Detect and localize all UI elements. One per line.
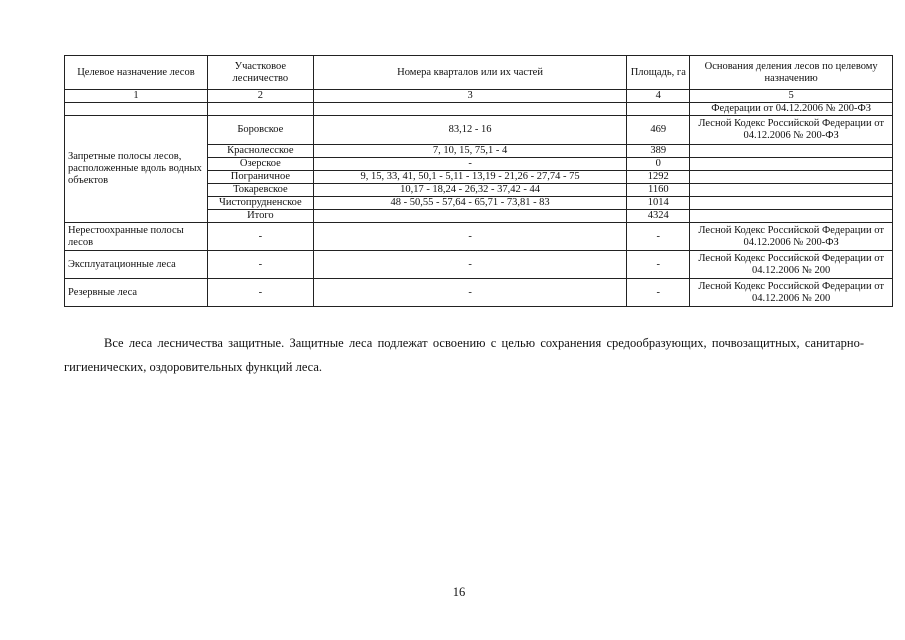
column-number: 3 xyxy=(313,90,626,103)
basis-cell xyxy=(690,184,893,197)
area-cell: 1160 xyxy=(627,184,690,197)
purpose-cell: Резервные леса xyxy=(65,279,208,307)
basis-cell xyxy=(690,197,893,210)
quarters-cell xyxy=(313,210,626,223)
page-number: 16 xyxy=(452,585,466,599)
table-header-row xyxy=(65,56,893,90)
table-cell xyxy=(207,103,313,116)
basis-cell xyxy=(690,171,893,184)
basis-cell: Федерации от 04.12.2006 № 200-ФЗ xyxy=(690,103,893,116)
forestry-cell: Краснолесское xyxy=(207,145,313,158)
purpose-cell: Эксплуатационные леса xyxy=(65,251,208,279)
total-label: Итого xyxy=(207,210,313,223)
table-row xyxy=(65,116,893,145)
table-row xyxy=(65,103,893,116)
table-row xyxy=(65,251,893,279)
area-cell: - xyxy=(627,251,690,279)
basis-cell xyxy=(690,158,893,171)
column-number-row xyxy=(65,90,893,103)
forestry-cell: Боровское xyxy=(207,116,313,145)
basis-cell xyxy=(690,210,893,223)
header-forestry: Участковое лесничество xyxy=(207,56,313,90)
forestry-cell: - xyxy=(207,251,313,279)
table-row xyxy=(65,279,893,307)
forestry-cell: Пограничное xyxy=(207,171,313,184)
quarters-cell: 10,17 - 18,24 - 26,32 - 37,42 - 44 xyxy=(313,184,626,197)
header-purpose: Целевое назначение лесов xyxy=(65,56,208,90)
purpose-cell: Нерестоохранные полосы лесов xyxy=(65,223,208,251)
quarters-cell: 9, 15, 33, 41, 50,1 - 5,11 - 13,19 - 21,26 - 27,74 - 75 xyxy=(313,171,626,184)
forestry-cell: Токаревское xyxy=(207,184,313,197)
quarters-cell: - xyxy=(313,279,626,307)
area-cell: - xyxy=(627,279,690,307)
header-basis: Основания деления лесов по целевому назначению xyxy=(690,56,893,90)
area-cell: 1014 xyxy=(627,197,690,210)
quarters-cell: - xyxy=(313,158,626,171)
header-quarters: Номера кварталов или их частей xyxy=(313,56,626,90)
column-number: 5 xyxy=(690,90,893,103)
forestry-cell: Чистопрудненское xyxy=(207,197,313,210)
total-area: 4324 xyxy=(627,210,690,223)
area-cell: 469 xyxy=(627,116,690,145)
quarters-cell: 83,12 - 16 xyxy=(313,116,626,145)
purpose-cell: Запретные полосы лесов, расположенные вдоль водных объектов xyxy=(65,116,208,223)
table-cell xyxy=(627,103,690,116)
header-area: Площадь, га xyxy=(627,56,690,90)
forestry-cell: - xyxy=(207,279,313,307)
forestry-cell: - xyxy=(207,223,313,251)
basis-cell: Лесной Кодекс Российской Федерации от 04.12.2006 № 200-ФЗ xyxy=(690,116,893,145)
quarters-cell: 7, 10, 15, 75,1 - 4 xyxy=(313,145,626,158)
forestry-cell: Озерское xyxy=(207,158,313,171)
column-number: 1 xyxy=(65,90,208,103)
area-cell: 0 xyxy=(627,158,690,171)
forest-purpose-table xyxy=(64,55,893,307)
basis-cell: Лесной Кодекс Российской Федерации от 04.12.2006 № 200 xyxy=(690,251,893,279)
area-cell: 389 xyxy=(627,145,690,158)
basis-cell: Лесной Кодекс Российской Федерации от 04.12.2006 № 200-ФЗ xyxy=(690,223,893,251)
basis-cell xyxy=(690,145,893,158)
quarters-cell: 48 - 50,55 - 57,64 - 65,71 - 73,81 - 83 xyxy=(313,197,626,210)
table-cell xyxy=(65,103,208,116)
area-cell: 1292 xyxy=(627,171,690,184)
quarters-cell: - xyxy=(313,251,626,279)
column-number: 4 xyxy=(627,90,690,103)
basis-cell: Лесной Кодекс Российской Федерации от 04.12.2006 № 200 xyxy=(690,279,893,307)
table-row xyxy=(65,223,893,251)
table-cell xyxy=(313,103,626,116)
body-paragraph: Все леса лесничества защитные. Защитные леса подлежат освоению с целью сохранения средообразующих, почвозащитных, санитарно-гигиенических, оздоровительных функций леса. xyxy=(64,335,864,374)
column-number: 2 xyxy=(207,90,313,103)
quarters-cell: - xyxy=(313,223,626,251)
area-cell: - xyxy=(627,223,690,251)
